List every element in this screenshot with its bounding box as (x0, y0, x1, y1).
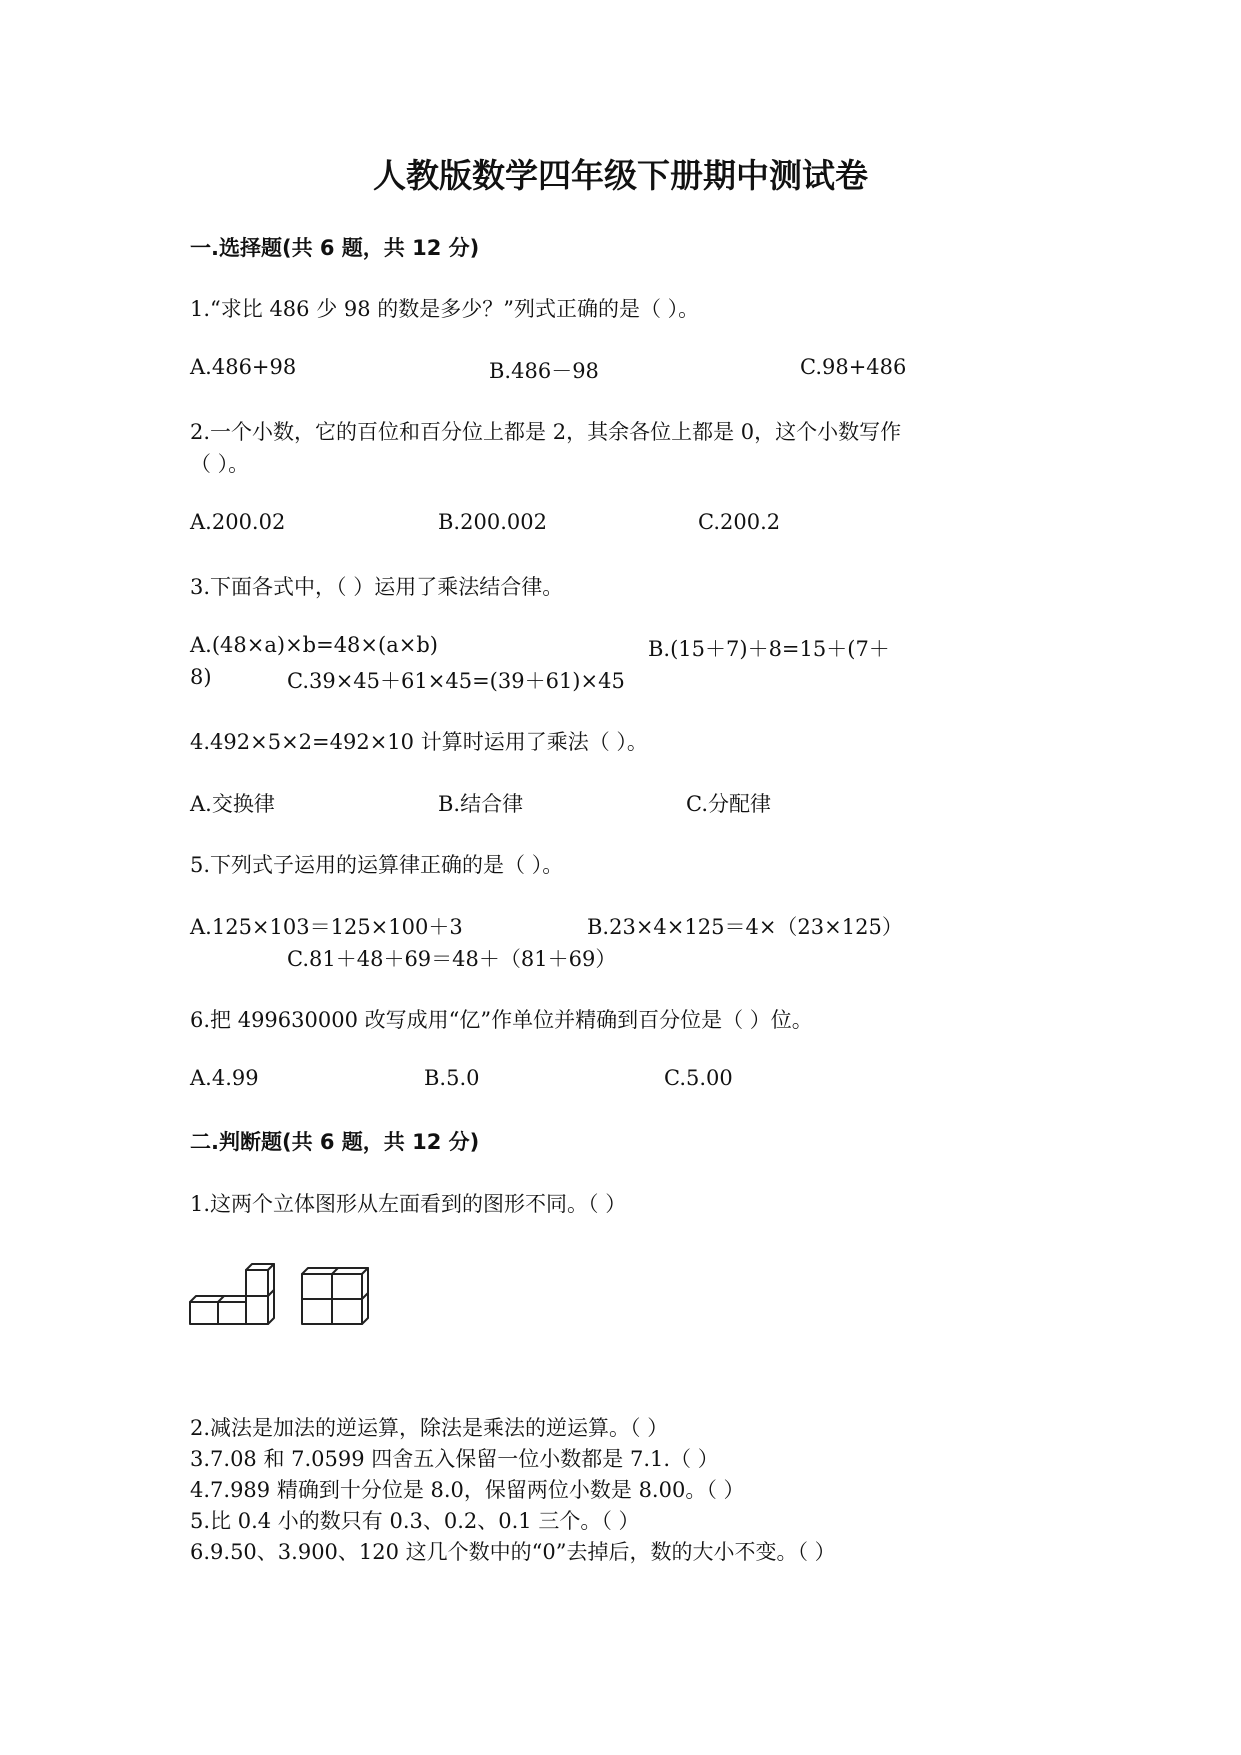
page-title: 人教版数学四年级下册期中测试卷 (373, 156, 868, 195)
question-1-option-b: B.486－98 (489, 359, 599, 383)
question-6-option-a: A.4.99 (190, 1066, 259, 1090)
left-solid-figure (190, 1264, 274, 1324)
question-5-option-a: A.125×103＝125×100＋3 (190, 915, 463, 939)
question-5-option-c: C.81＋48＋69＝48＋（81＋69） (287, 947, 617, 971)
question-5-stem: 5.下列式子运用的运算律正确的是（ ）。 (190, 853, 564, 877)
question-4-stem: 4.492×5×2=492×10 计算时运用了乘法（ ）。 (190, 730, 648, 754)
judgement-1-stem: 1.这两个立体图形从左面看到的图形不同。（ ） (190, 1192, 627, 1216)
question-4-option-c: C.分配律 (686, 792, 771, 816)
question-1-option-c: C.98+486 (800, 355, 907, 379)
question-3-stem: 3.下面各式中，（ ）运用了乘法结合律。 (190, 575, 564, 599)
question-1-stem: 1.“求比 486 少 98 的数是多少？”列式正确的是（ ）。 (190, 297, 700, 321)
section-heading-judgement: 二.判断题(共 6 题，共 12 分) (190, 1130, 480, 1154)
question-3-option-a: A.(48×a)×b=48×(a×b) (190, 633, 438, 657)
section-heading-choice: 一.选择题(共 6 题，共 12 分) (190, 236, 480, 260)
question-2-stem: 2.一个小数，它的百位和百分位上都是 2，其余各位上都是 0，这个小数写作 (190, 420, 902, 444)
judgement-3-stem: 3.7.08 和 7.0599 四舍五入保留一位小数都是 7.1.（ ） (190, 1447, 719, 1471)
question-4-option-a: A.交换律 (190, 792, 275, 816)
question-1-option-a: A.486+98 (190, 355, 297, 379)
judgement-6-stem: 6.9.50、3.900、120 这几个数中的“0”去掉后，数的大小不变。（ ） (190, 1540, 836, 1564)
question-5-option-b: B.23×4×125＝4×（23×125） (587, 915, 903, 939)
question-6-stem: 6.把 499630000 改写成用“亿”作单位并精确到百分位是（ ）位。 (190, 1008, 813, 1032)
question-2-option-a: A.200.02 (190, 510, 286, 534)
question-6-option-b: B.5.0 (424, 1066, 480, 1090)
question-4-option-b: B.结合律 (438, 792, 524, 816)
question-6-option-c: C.5.00 (664, 1066, 733, 1090)
solid-figures-illustration (186, 1262, 376, 1342)
right-solid-figure (302, 1268, 368, 1324)
judgement-2-stem: 2.减法是加法的逆运算，除法是乘法的逆运算。（ ） (190, 1416, 669, 1440)
judgement-4-stem: 4.7.989 精确到十分位是 8.0，保留两位小数是 8.00。（ ） (190, 1478, 745, 1502)
question-2-option-c: C.200.2 (698, 510, 781, 534)
question-2-option-b: B.200.002 (438, 510, 547, 534)
question-2-stem-cont: （ ）。 (190, 452, 250, 476)
question-3-option-b-cont: 8) (190, 665, 212, 689)
question-3-option-c: C.39×45＋61×45=(39＋61)×45 (287, 669, 625, 693)
question-3-option-b: B.(15＋7)＋8=15＋(7＋ (648, 637, 890, 661)
judgement-5-stem: 5.比 0.4 小的数只有 0.3、0.2、0.1 三个。（ ） (190, 1509, 640, 1533)
